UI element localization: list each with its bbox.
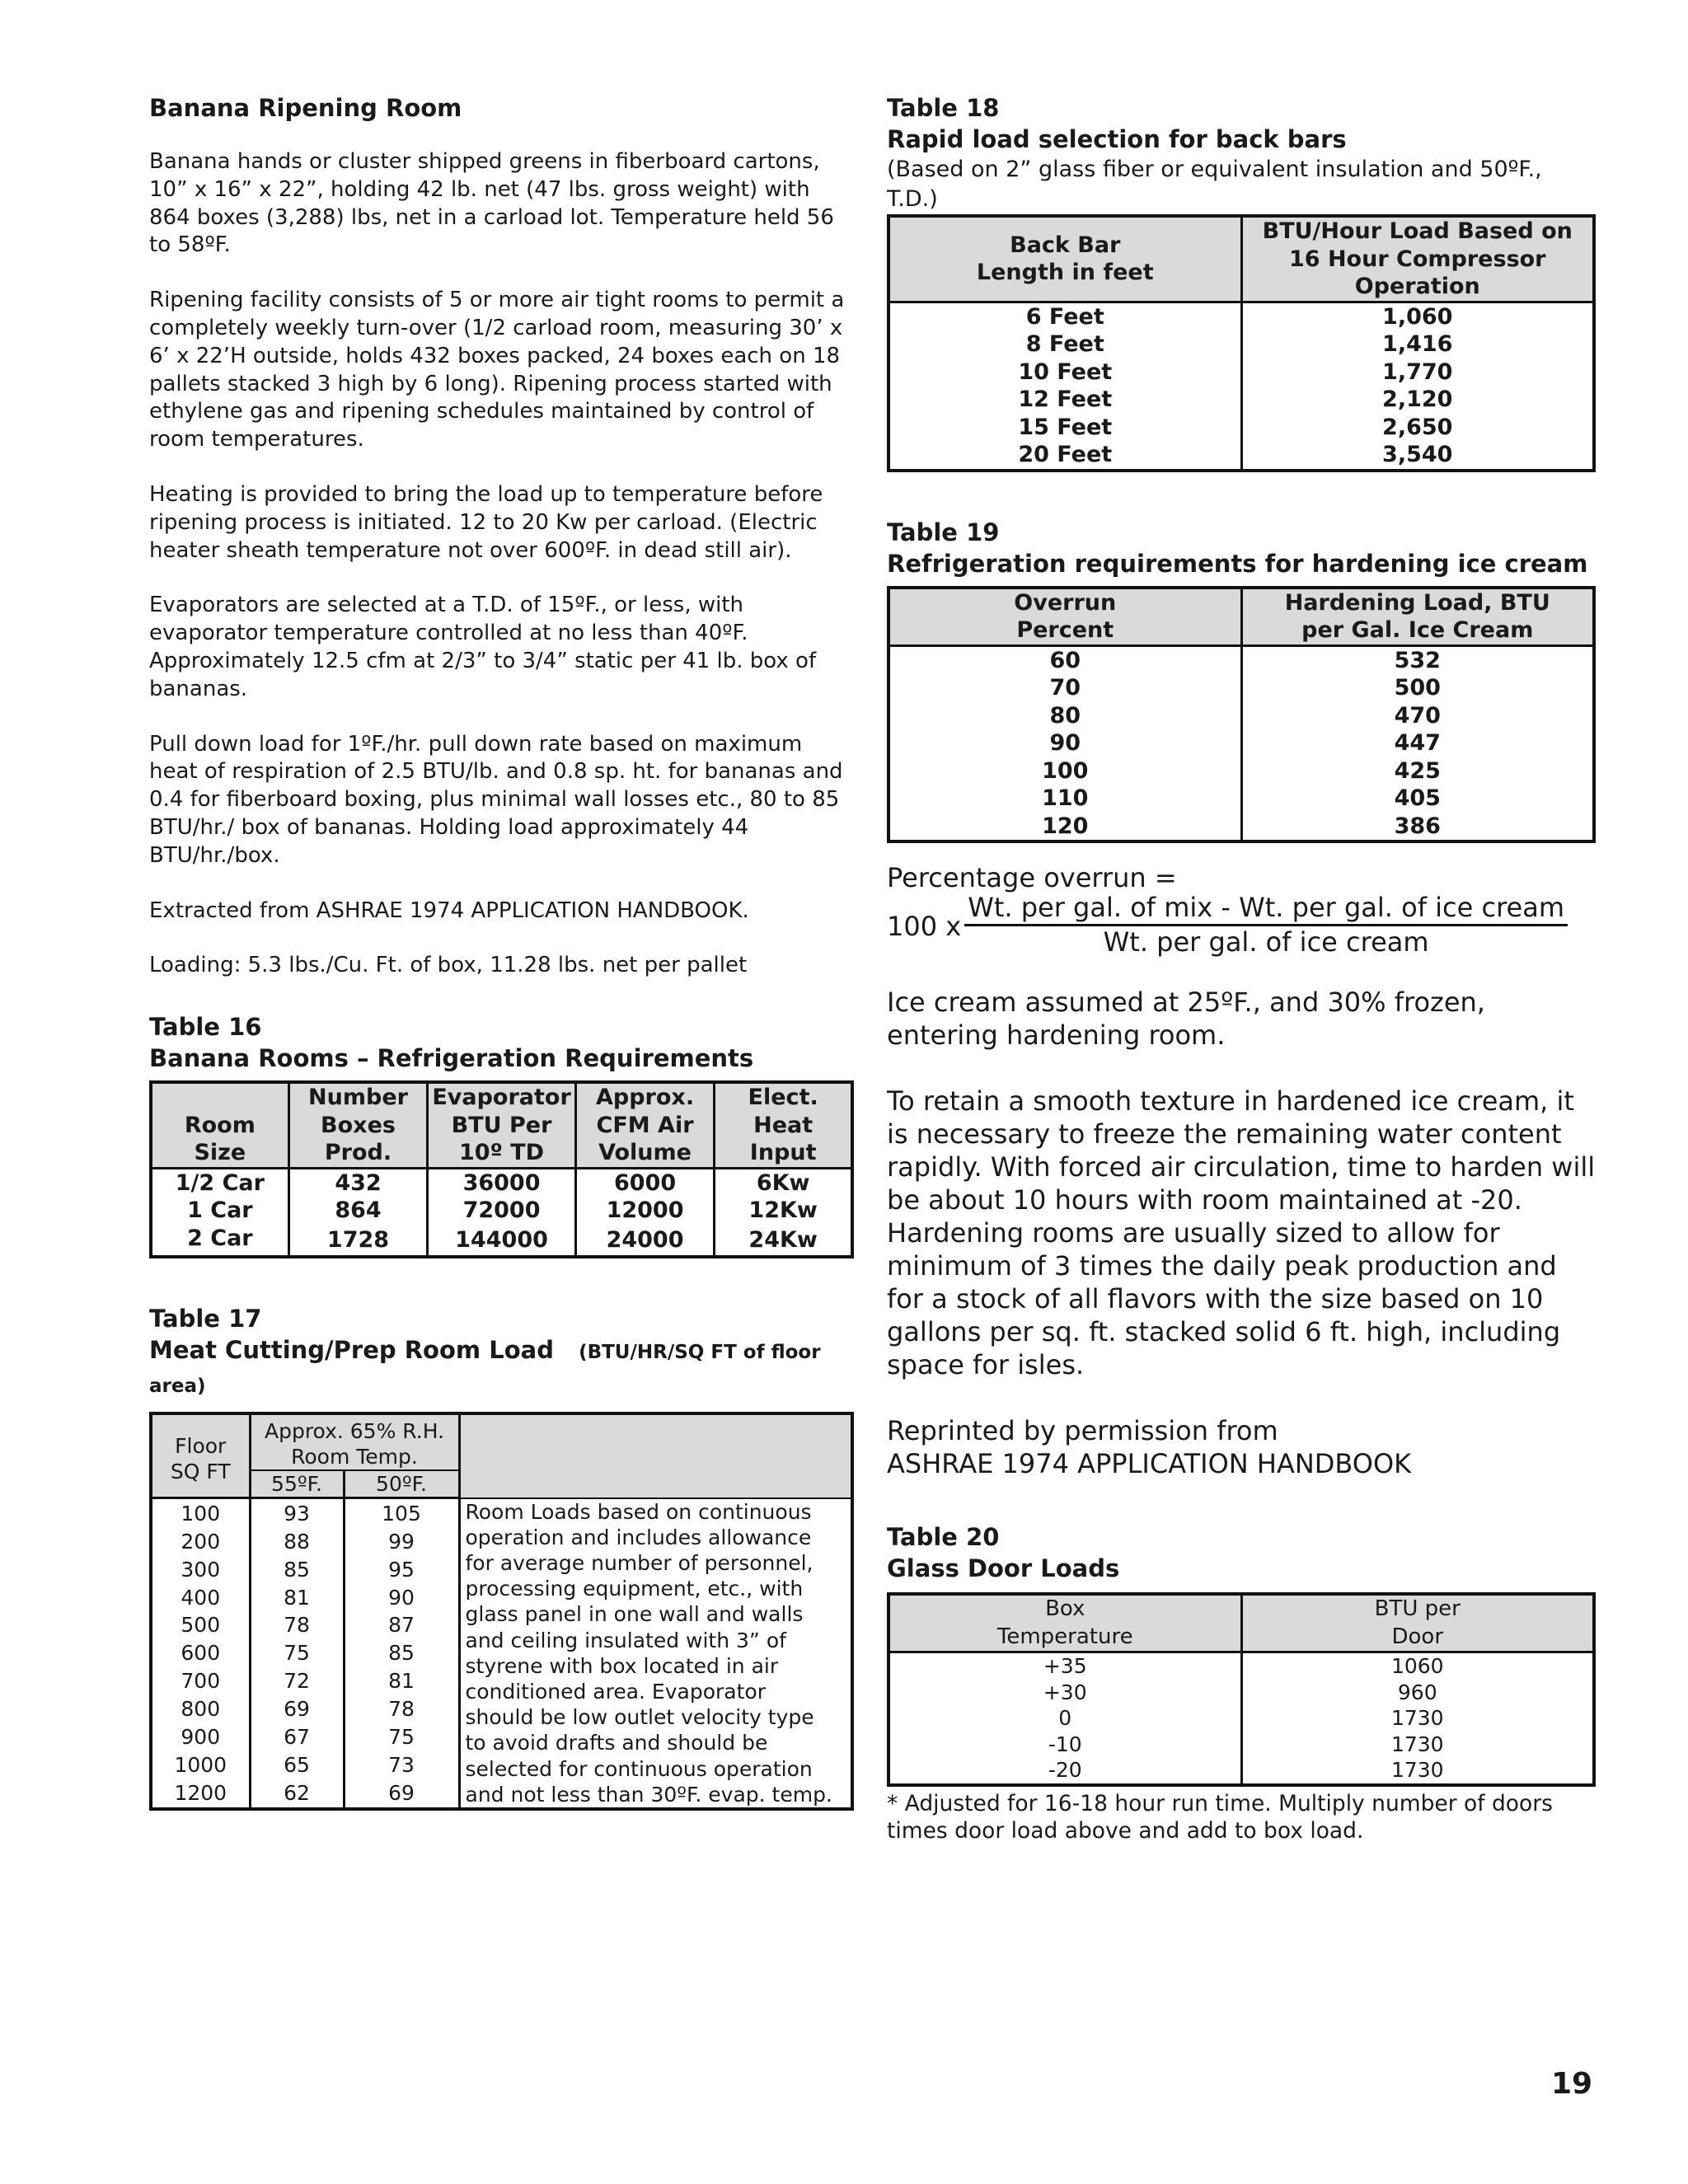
table-row: +35 1060	[889, 1652, 1594, 1680]
table17-header-blank	[459, 1413, 852, 1498]
table-row: 8 Feet 1,416	[889, 330, 1594, 359]
table-row: 1200 62 69	[151, 1779, 852, 1809]
table-row: 10 Feet 1,770	[889, 359, 1594, 387]
table-row: 20 Feet 3,540	[889, 441, 1594, 471]
table17-header-floor: Floor SQ FT	[151, 1413, 250, 1498]
reprint-line-1: Reprinted by permission from	[887, 1415, 1278, 1446]
paragraph-loading: Loading: 5.3 lbs./Cu. Ft. of box, 11.28 lbs. net per pallet	[149, 953, 748, 978]
paragraph-banana-cartons: Banana hands or cluster shipped greens in fiberboard cartons, 10” x 16” x 22”, holding 42 lb. net (47 lbs. gross weight) with 864 boxes (3,288) lbs, net in a carload lot. Temperature held 56 to 58ºF.	[149, 149, 834, 258]
table19-header-overrun: Overrun Percent	[889, 588, 1241, 646]
table-row: 200 88 99	[151, 1527, 852, 1555]
table17-header-50f: 50ºF.	[344, 1470, 459, 1498]
table16-label: Table 16	[149, 1013, 262, 1042]
table20-header-btu-per-door: BTU per Door	[1241, 1594, 1594, 1652]
table17-title: Meat Cutting/Prep Room Load	[149, 1336, 554, 1365]
table-row: 300 85 95	[151, 1555, 852, 1583]
table17-subtitle: (BTU/HR/SQ FT of floor area)	[149, 1342, 821, 1398]
table20-header-box-temp: Box Temperature	[889, 1594, 1241, 1652]
paragraph-pull-down-load: Pull down load for 1ºF./hr. pull down rate based on maximum heat of respiration of 2.5 BTU/lb. and 0.8 sp. ht. for bananas and 0.4 for fiberboard boxing, plus minimal wall losses etc., 80 to 85 BTU/hr./ box of bananas. Holding load approximately 44 BTU/hr./box.	[149, 731, 843, 868]
table-row: 110 405	[889, 785, 1594, 813]
table16-header-heat-input: Elect. Heat Input	[715, 1082, 852, 1168]
paragraph-heating: Heating is provided to bring the load up to temperature before ripening process is initiated. 12 to 20 Kw per carload. (Electric heater sheath temperature not over 600ºF. in dead still air).	[149, 481, 823, 563]
table17-header-55f: 55ºF.	[250, 1470, 344, 1498]
table-row: 1000 65 73	[151, 1751, 852, 1779]
table19	[887, 586, 1596, 844]
formula-numerator: Wt. per gal. of mix - Wt. per gal. of ice cream	[964, 891, 1568, 926]
table20-footnote: * Adjusted for 16-18 hour run time. Multiply number of doors times door load above and add to box load.	[887, 1790, 1553, 1844]
table-row: 12 Feet 2,120	[889, 386, 1594, 414]
table-row: 100 425	[889, 757, 1594, 785]
table-row: 400 81 90	[151, 1583, 852, 1611]
table20-label: Table 20	[887, 1523, 1000, 1551]
table17-label: Table 17	[149, 1305, 262, 1333]
table18-title: Rapid load selection for back bars	[887, 125, 1347, 153]
formula-denominator: Wt. per gal. of ice cream	[1103, 926, 1429, 958]
formula-prefix: 100 x	[887, 910, 962, 942]
paragraph-smooth-texture: To retain a smooth texture in hardened ice cream, it is necessary to freeze the remaining water content rapidly. With forced air circulation, time to harden will be about 10 hours with room maintained at -20. Hardening rooms are usually sized to allow for minimum of 3 times the daily peak production and for a stock of all flavors with the size based on 10 gallons per sq. ft. stacked solid 6 ft. high, including space for isles.	[887, 1085, 1596, 1380]
table16	[149, 1080, 854, 1258]
formula-intro: Percentage overrun =	[887, 862, 1177, 893]
section-heading: Banana Ripening Room	[149, 94, 462, 122]
table-row: 800 69 78	[151, 1695, 852, 1723]
table-row: 1 Car 864 72000 12000 12Kw	[151, 1197, 852, 1225]
table17	[149, 1412, 854, 1811]
table-row: 60 532	[889, 645, 1594, 674]
table17-title-line	[149, 1334, 854, 1402]
table18-label: Table 18	[887, 94, 1000, 122]
paragraph-ice-cream-assumed: Ice cream assumed at 25ºF., and 30% frozen, entering hardening room.	[887, 987, 1485, 1051]
table-row: 80 470	[889, 702, 1594, 730]
table-row: 900 67 75	[151, 1723, 852, 1751]
table19-title: Refrigeration requirements for hardening ice cream	[887, 549, 1588, 578]
table-row: 1/2 Car 432 36000 6000 6Kw	[151, 1168, 852, 1197]
table20-title: Glass Door Loads	[887, 1554, 1120, 1582]
paragraph-evaporators: Evaporators are selected at a T.D. of 15ºF., or less, with evaporator temperature controlled at no less than 40ºF. Approximately 12.5 cfm at 2/3” to 3/4” static per 41 lb. box of bananas.	[149, 593, 817, 701]
left-column	[149, 92, 854, 1811]
table-row: 90 447	[889, 729, 1594, 757]
table-row: 500 78 87	[151, 1611, 852, 1639]
table18-header-load: BTU/Hour Load Based on 16 Hour Compressor Operation	[1241, 216, 1594, 302]
table-row: 120 386	[889, 813, 1594, 842]
table17-header-rh: Approx. 65% R.H. Room Temp.	[250, 1413, 459, 1470]
table-row: 15 Feet 2,650	[889, 414, 1594, 442]
table18-header-length: Back Bar Length in feet	[889, 216, 1241, 302]
table16-header-evaporator: Evaporator BTU Per 10º TD	[428, 1082, 575, 1168]
table16-title: Banana Rooms – Refrigeration Requirements	[149, 1044, 754, 1073]
table-row: 100 93 105 Room Loads based on continuous operation and includes allowance for average number of personnel, processing equipment, etc., with glass panel in one wall and walls and ceiling insulated with 3” of styrene with box located in air conditioned area. Evaporator should be low outlet velocity type to avoid drafts and should be selected for continuous operation and not less than 30ºF. evap. temp.	[151, 1498, 852, 1528]
reprint-line-2: ASHRAE 1974 APPLICATION HANDBOOK	[887, 1448, 1412, 1479]
table-row: -10 1730	[889, 1732, 1594, 1758]
table-row: 70 500	[889, 674, 1594, 702]
table-row: 600 75 85	[151, 1639, 852, 1667]
table17-note: Room Loads based on continuous operation and includes allowance for average number of personnel, processing equipment, etc., with glass panel in one wall and walls and ceiling insulated with 3” of styrene with box located in air conditioned area. Evaporator should be low outlet velocity type to avoid drafts and should be selected for continuous operation and not less than 30ºF. evap. temp.	[459, 1498, 852, 1809]
table-row: +30 960	[889, 1680, 1594, 1706]
table-row: 700 72 81	[151, 1667, 852, 1695]
table16-header-number-boxes: Number Boxes Prod.	[288, 1082, 428, 1168]
table20	[887, 1592, 1596, 1787]
page-number: 19	[1551, 2067, 1593, 2101]
table-row: 0 1730	[889, 1705, 1594, 1732]
table-row: 6 Feet 1,060	[889, 302, 1594, 330]
table16-header-room-size: Room Size	[151, 1082, 288, 1168]
table-row: 2 Car 1728 144000 24000 24Kw	[151, 1225, 852, 1258]
table16-header-cfm: Approx. CFM Air Volume	[575, 1082, 715, 1168]
table18	[887, 214, 1596, 472]
paragraph-extracted-from: Extracted from ASHRAE 1974 APPLICATION HANDBOOK.	[149, 898, 749, 923]
overrun-formula	[887, 894, 1596, 958]
right-column	[887, 92, 1596, 1845]
table18-subtitle: (Based on 2” glass fiber or equivalent insulation and 50ºF., T.D.)	[887, 157, 1542, 212]
paragraph-ripening-facility: Ripening facility consists of 5 or more air tight rooms to permit a completely weekly turn-over (1/2 carload room, measuring 30’ x 6’ x 22’H outside, holds 432 boxes packed, 24 boxes each on 18 pallets stacked 3 high by 6 long). Ripening process started with ethylene gas and ripening schedules maintained by control of room temperatures.	[149, 288, 845, 452]
table19-header-hardening-load: Hardening Load, BTU per Gal. Ice Cream	[1241, 588, 1594, 646]
table-row: -20 1730	[889, 1757, 1594, 1785]
table19-label: Table 19	[887, 518, 1000, 546]
